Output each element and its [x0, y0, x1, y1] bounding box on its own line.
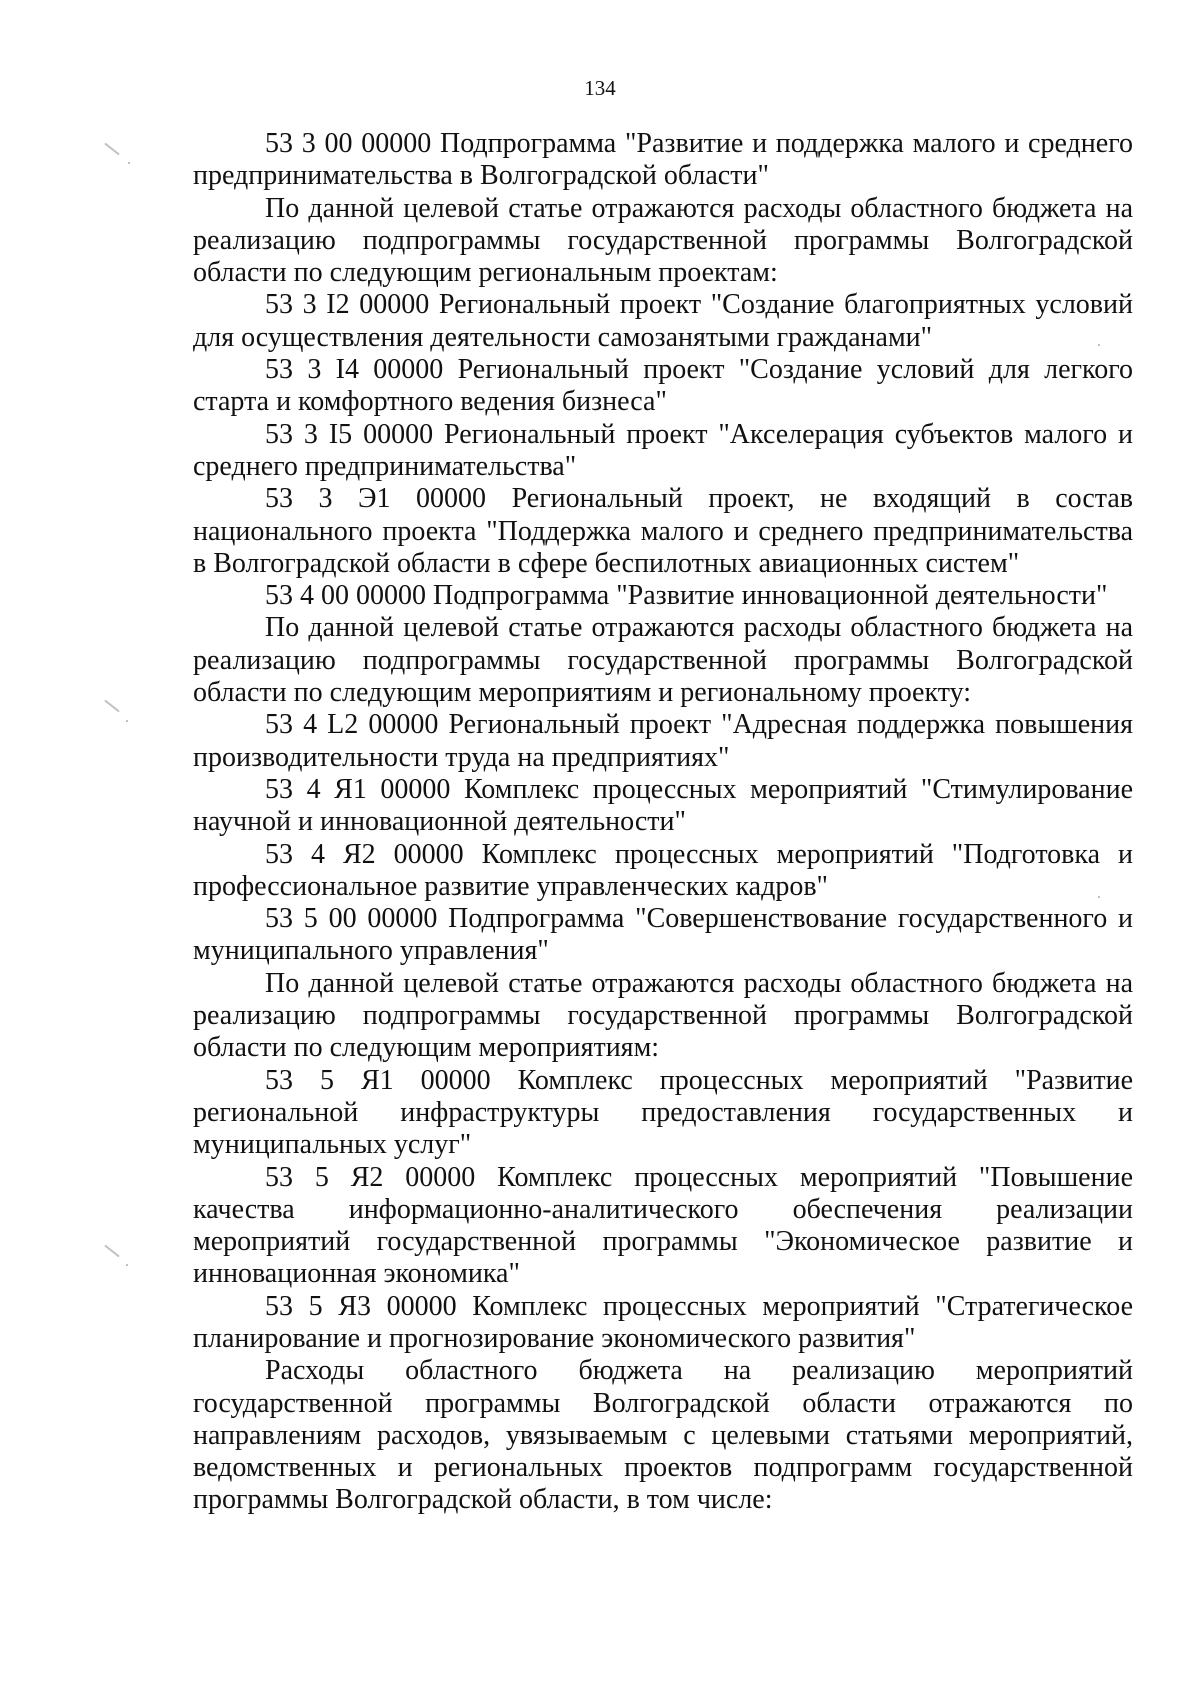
- paragraph-project-53-3-i5: 53 3 I5 00000 Региональный проект "Акселерация субъектов малого и среднего предпринимательства": [193, 418, 1133, 482]
- scan-artifact: [128, 162, 130, 164]
- paragraph-complex-53-5-ya3: 53 5 Я3 00000 Комплекс процессных мероприятий "Стратегическое планирование и прогнозирование экономического развития": [193, 1290, 1133, 1354]
- paragraph-complex-53-4-ya2: 53 4 Я2 00000 Комплекс процессных мероприятий "Подготовка и профессиональное развитие управленческих кадров": [193, 838, 1133, 902]
- paragraph-expenses-summary: Расходы областного бюджета на реализацию мероприятий государственной программы Волгоградской области отражаются по направлениям расходов, увязываемым с целевыми статьями мероприятий, ведомственных и региональных проектов подпрограмм государственной программы Волгоградской области, в том числе:: [193, 1355, 1133, 1516]
- paragraph-project-53-3-i2: 53 3 I2 00000 Региональный проект "Создание благоприятных условий для осуществления деятельности самозанятыми гражданами": [193, 289, 1133, 353]
- document-body: [193, 128, 1133, 1517]
- paragraph-complex-53-4-ya1: 53 4 Я1 00000 Комплекс процессных мероприятий "Стимулирование научной и инновационной деятельности": [193, 773, 1133, 838]
- paragraph-complex-53-5-ya1: 53 5 Я1 00000 Комплекс процессных мероприятий "Развитие региональной инфраструктуры предоставления государственных и муниципальных услуг": [193, 1064, 1133, 1161]
- scan-artifact: [126, 720, 128, 722]
- paragraph-description-53-3: По данной целевой статье отражаются расходы областного бюджета на реализацию подпрограммы государственной программы Волгоградской области по следующим региональным проектам:: [193, 192, 1133, 289]
- scan-artifact: [1098, 344, 1100, 346]
- paragraph-description-53-5: По данной целевой статье отражаются расходы областного бюджета на реализацию подпрограммы государственной программы Волгоградской области по следующим мероприятиям:: [193, 967, 1133, 1064]
- page-number: 134: [584, 76, 616, 100]
- paragraph-project-53-3-e1: 53 3 Э1 00000 Региональный проект, не входящий в состав национального проекта "Поддержка малого и среднего предпринимательства в Волгоградской области в сфере беспилотных авиационных систем": [193, 483, 1133, 579]
- paragraph-project-53-4-l2: 53 4 L2 00000 Региональный проект "Адресная поддержка повышения производительности труда на предприятиях": [193, 709, 1133, 773]
- paragraph-complex-53-5-ya2: 53 5 Я2 00000 Комплекс процессных мероприятий "Повышение качества информационно-аналитического обеспечения реализации мероприятий государственной программы "Экономическое развитие и инновационная экономика": [193, 1161, 1133, 1290]
- scan-artifact: [104, 700, 119, 713]
- scan-artifact: [104, 1245, 119, 1258]
- paragraph-project-53-3-i4: 53 3 I4 00000 Региональный проект "Создание условий для легкого старта и комфортного ведения бизнеса": [193, 354, 1133, 418]
- scan-artifact: [104, 143, 119, 156]
- paragraph-description-53-4: По данной целевой статье отражаются расходы областного бюджета на реализацию подпрограммы государственной программы Волгоградской области по следующим мероприятиям и региональному проекту:: [193, 612, 1133, 709]
- paragraph-subprogram-53-3: 53 3 00 00000 Подпрограмма "Развитие и поддержка малого и среднего предпринимательства в Волгоградской области": [193, 128, 1133, 192]
- scan-artifact: [126, 1264, 128, 1266]
- scan-artifact: [1098, 896, 1100, 898]
- paragraph-subprogram-53-5: 53 5 00 00000 Подпрограмма "Совершенствование государственного и муниципального управления": [193, 903, 1133, 967]
- paragraph-subprogram-53-4: 53 4 00 00000 Подпрограмма "Развитие инновационной деятельности": [265, 580, 1108, 612]
